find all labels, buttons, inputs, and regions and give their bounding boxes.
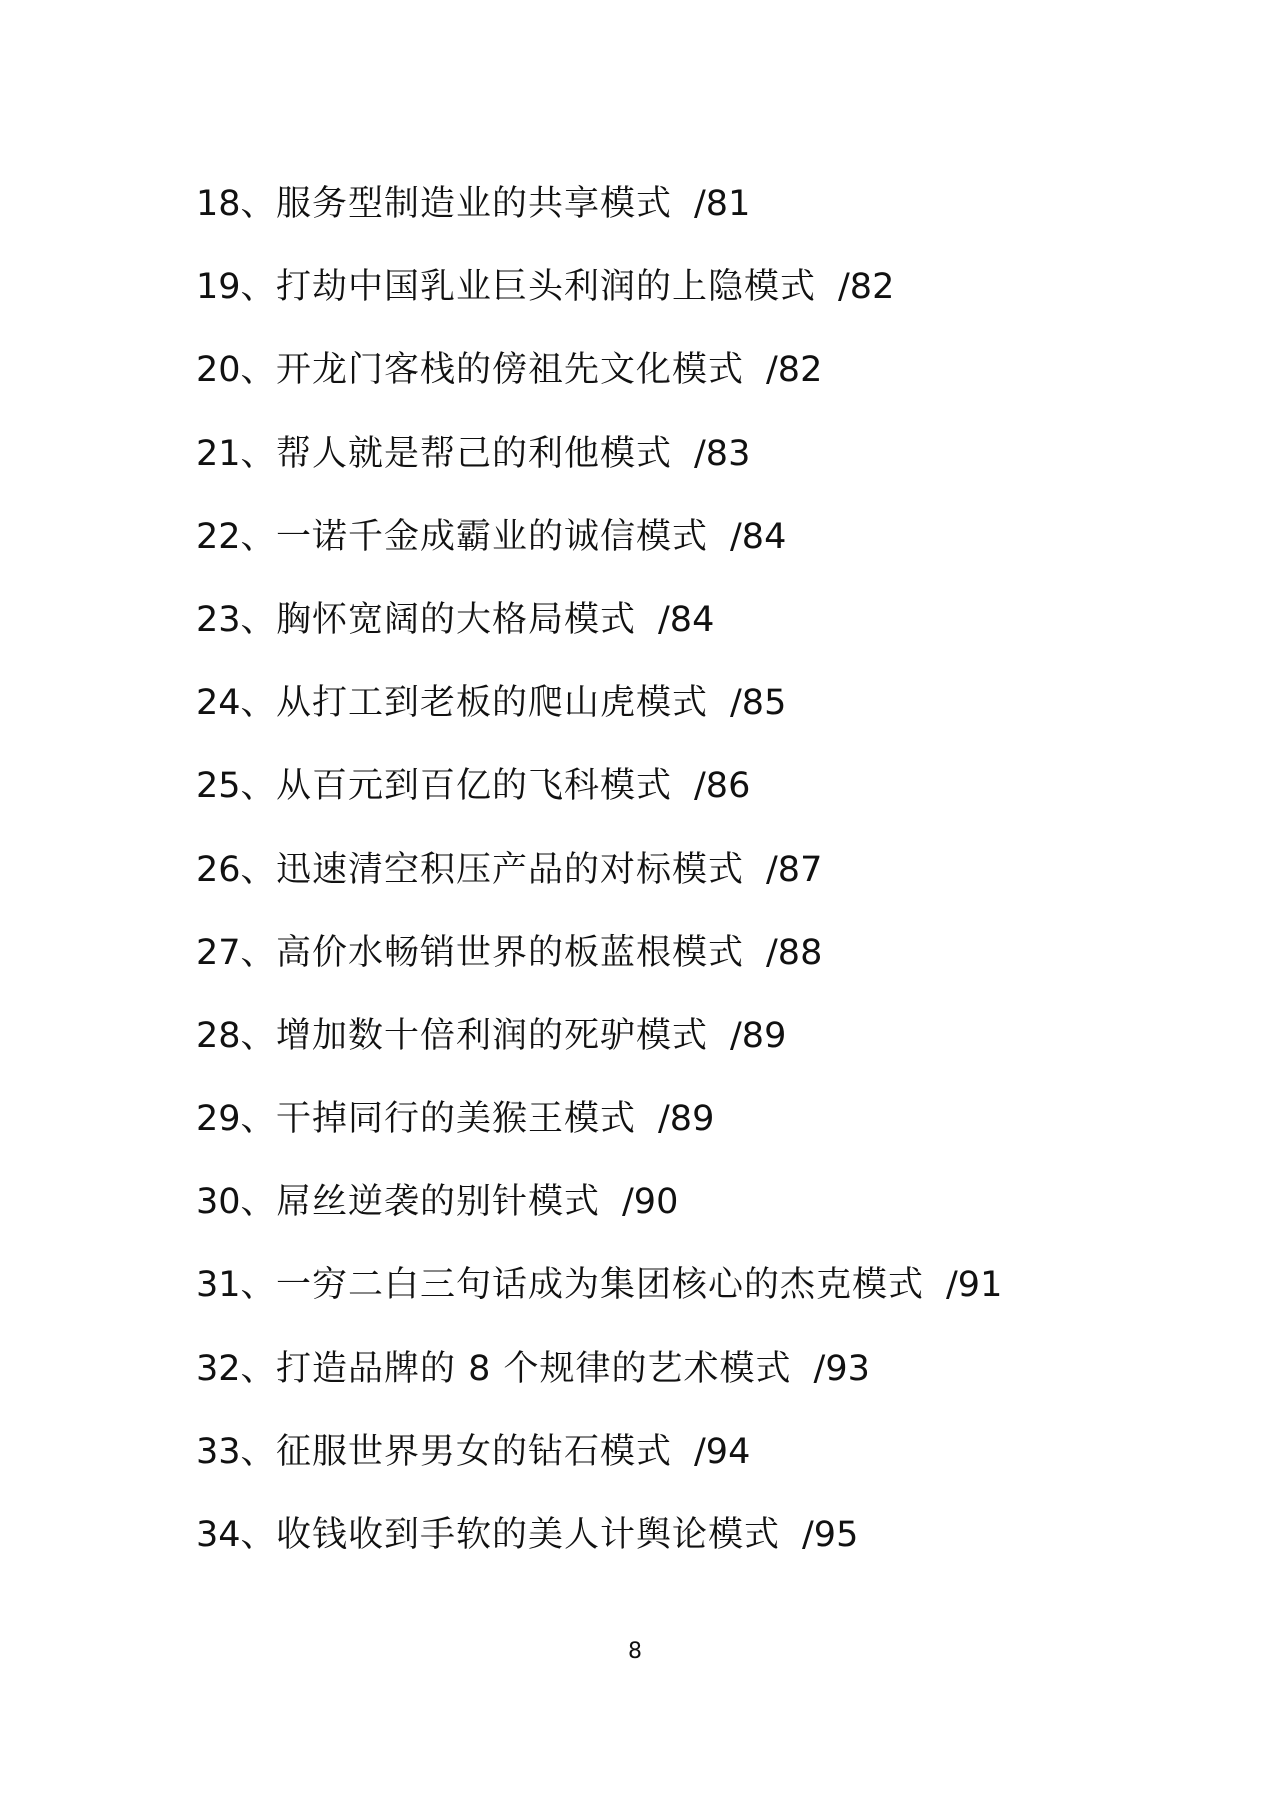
toc-entry-number: 30、 (196, 1182, 276, 1223)
toc-entry-11 (196, 1012, 1176, 1095)
toc-entry-1 (196, 180, 1176, 263)
toc-entry-2 (196, 263, 1176, 346)
toc-entry-title: 一穷二白三句话成为集团核心的杰克模式 (276, 1265, 925, 1306)
toc-entry-page: /87 (766, 849, 823, 890)
toc-entry-number: 28、 (196, 1015, 276, 1056)
toc-entry-title: 收钱收到手软的美人计舆论模式 (276, 1515, 781, 1555)
toc-entry-14 (196, 1261, 1176, 1344)
toc-entry-number: 27、 (196, 932, 276, 973)
toc-entry-page: /95 (802, 1515, 859, 1555)
toc-entry-number: 24、 (196, 683, 276, 724)
toc-entry-title: 从打工到老板的爬山虎模式 (276, 683, 709, 724)
toc-entry-page: /86 (694, 766, 751, 807)
page-number: 8 (628, 1639, 642, 1664)
toc-entry-page: /94 (694, 1431, 751, 1472)
toc-entry-page: /88 (766, 932, 823, 973)
toc-entry-title: 开龙门客栈的傍祖先文化模式 (276, 350, 745, 391)
toc-entry-number: 19、 (196, 267, 276, 308)
toc-entry-title: 干掉同行的美猴王模式 (276, 1099, 637, 1140)
toc-entry-page: /83 (694, 433, 751, 474)
toc-entry-number: 29、 (196, 1099, 276, 1140)
toc-entry-16 (196, 1428, 1176, 1511)
toc-entry-4 (196, 430, 1176, 513)
toc-entry-title: 打造品牌的 8 个规律的艺术模式 (276, 1348, 792, 1389)
toc-entry-17 (196, 1511, 1176, 1594)
toc-entry-title: 增加数十倍利润的死驴模式 (276, 1015, 709, 1056)
toc-entry-number: 21、 (196, 433, 276, 474)
toc-entry-page: /89 (730, 1015, 787, 1056)
toc-entry-number: 18、 (196, 184, 276, 224)
toc-entry-number: 33、 (196, 1431, 276, 1472)
toc-entry-number: 32、 (196, 1348, 276, 1389)
toc-entry-5 (196, 513, 1176, 596)
toc-entry-page: /81 (694, 184, 751, 224)
toc-entry-title: 一诺千金成霸业的诚信模式 (276, 516, 709, 557)
toc-entry-3 (196, 346, 1176, 429)
toc-entry-7 (196, 679, 1176, 762)
toc-entry-10 (196, 929, 1176, 1012)
toc-entry-page: /84 (658, 599, 715, 640)
toc-entry-15 (196, 1345, 1176, 1428)
toc-entry-number: 23、 (196, 599, 276, 640)
toc-entry-page: /84 (730, 516, 787, 557)
toc-entry-page: /93 (813, 1348, 870, 1389)
toc-entry-title: 从百元到百亿的飞科模式 (276, 766, 673, 807)
toc-entry-number: 25、 (196, 766, 276, 807)
toc-entry-8 (196, 762, 1176, 845)
toc-entry-title: 服务型制造业的共享模式 (276, 184, 673, 224)
toc-entry-number: 20、 (196, 350, 276, 391)
toc-entry-page: /90 (622, 1182, 679, 1223)
toc-entry-title: 胸怀宽阔的大格局模式 (276, 599, 637, 640)
table-of-contents (196, 180, 1176, 1594)
toc-entry-title: 打劫中国乳业巨头利润的上隐模式 (276, 267, 817, 308)
toc-entry-6 (196, 596, 1176, 679)
toc-entry-9 (196, 846, 1176, 929)
toc-entry-title: 征服世界男女的钻石模式 (276, 1431, 673, 1472)
toc-entry-page: /82 (766, 350, 823, 391)
toc-entry-page: /91 (946, 1265, 1003, 1306)
toc-entry-number: 26、 (196, 849, 276, 890)
toc-entry-13 (196, 1178, 1176, 1261)
toc-entry-number: 22、 (196, 516, 276, 557)
toc-entry-page: /89 (658, 1099, 715, 1140)
toc-entry-title: 迅速清空积压产品的对标模式 (276, 849, 745, 890)
toc-entry-title: 屌丝逆袭的别针模式 (276, 1182, 601, 1223)
toc-entry-page: /85 (730, 683, 787, 724)
toc-entry-number: 31、 (196, 1265, 276, 1306)
toc-entry-number: 34、 (196, 1515, 276, 1555)
toc-entry-title: 帮人就是帮己的利他模式 (276, 433, 673, 474)
toc-entry-title: 高价水畅销世界的板蓝根模式 (276, 932, 745, 973)
toc-entry-12 (196, 1095, 1176, 1178)
toc-entry-page: /82 (838, 267, 895, 308)
